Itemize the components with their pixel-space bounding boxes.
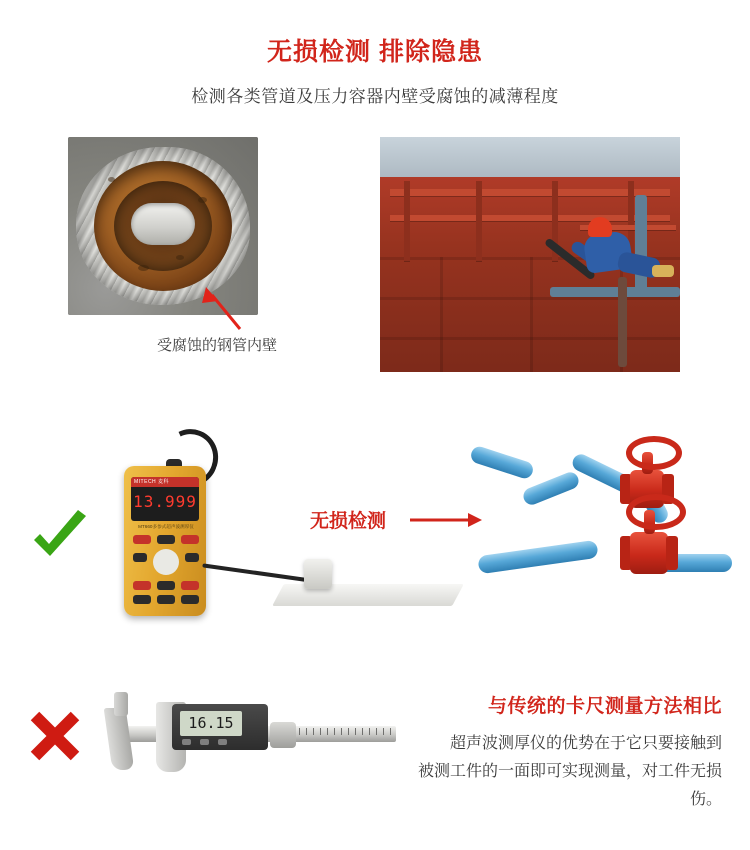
caliper-thumb-roller[interactable] bbox=[270, 722, 296, 748]
pipe-valve-illustration bbox=[470, 436, 732, 621]
device-model-label: MT660多参式超声波测厚仪 bbox=[138, 524, 194, 529]
section-ultrasonic-gauge bbox=[0, 401, 750, 651]
pipe-caption: 受腐蚀的钢管内壁 bbox=[156, 337, 277, 354]
key-right[interactable] bbox=[157, 595, 175, 604]
blue-pipe-segment bbox=[477, 540, 598, 575]
deck-seam bbox=[440, 257, 443, 372]
rust-speck bbox=[198, 197, 207, 203]
caliper-button-mode[interactable] bbox=[200, 739, 209, 745]
caliper-button-onoff[interactable] bbox=[218, 739, 227, 745]
blue-pipe-segment bbox=[469, 445, 535, 481]
thickness-gauge-device bbox=[118, 421, 298, 636]
key-on[interactable] bbox=[133, 535, 151, 544]
rust-speck bbox=[108, 177, 115, 182]
key-up[interactable] bbox=[133, 581, 151, 590]
page-header bbox=[0, 0, 750, 107]
worker-helmet-icon bbox=[588, 217, 612, 237]
key-menu[interactable] bbox=[133, 553, 147, 562]
valve-flange bbox=[666, 536, 678, 570]
screen-reading: 13.999 bbox=[133, 492, 197, 511]
section-caliper-comparison bbox=[0, 669, 750, 829]
pipe-bore bbox=[131, 203, 195, 245]
key-navigation-pad[interactable] bbox=[153, 549, 179, 575]
vertical-pipe bbox=[635, 195, 647, 295]
section-corrosion bbox=[0, 137, 750, 387]
digital-caliper bbox=[100, 684, 400, 794]
pointer-arrow-icon bbox=[200, 287, 246, 333]
shipyard-photo bbox=[380, 137, 680, 372]
test-plate bbox=[272, 584, 464, 606]
device-screen bbox=[131, 477, 199, 521]
caliper-button-zero[interactable] bbox=[182, 739, 191, 745]
horizontal-pipe bbox=[550, 287, 680, 297]
screen-brand-label: MITECH 麦科 bbox=[131, 477, 199, 487]
comparison-body-line-2: 被测工件的一面即可实现测量，对工件无损伤。 bbox=[417, 763, 722, 808]
valve-handwheel-upper bbox=[626, 436, 682, 470]
key-down[interactable] bbox=[181, 581, 199, 590]
key-left[interactable] bbox=[133, 595, 151, 604]
key-func[interactable] bbox=[181, 595, 199, 604]
rust-speck bbox=[176, 255, 184, 260]
device-keypad[interactable] bbox=[131, 533, 201, 609]
hose bbox=[618, 277, 627, 367]
worker-boot bbox=[652, 265, 674, 277]
caliper-fixed-jaw bbox=[104, 708, 135, 770]
deck-seam bbox=[530, 257, 533, 372]
probe-sensor bbox=[304, 559, 332, 589]
probe-lead-cable bbox=[202, 563, 311, 582]
key-zero[interactable] bbox=[157, 535, 175, 544]
valve-body-lower bbox=[630, 532, 668, 574]
caliper-lcd-reading: 16.15 bbox=[180, 711, 242, 736]
page-title: 无损检测 排除隐患 bbox=[267, 38, 483, 66]
scaffold-post bbox=[476, 181, 482, 261]
key-cal[interactable] bbox=[181, 535, 199, 544]
ndt-label: 无损检测 bbox=[310, 511, 387, 532]
cross-icon bbox=[28, 709, 82, 763]
key-ok[interactable] bbox=[157, 581, 175, 590]
page-subtitle: 检测各类管道及压力容器内壁受腐蚀的减薄程度 bbox=[191, 87, 559, 106]
valve-handwheel-lower bbox=[626, 494, 686, 530]
key-esc[interactable] bbox=[185, 553, 199, 562]
caliper-comparison-text bbox=[412, 691, 722, 814]
scaffold-post bbox=[404, 181, 410, 261]
check-icon bbox=[28, 506, 92, 570]
comparison-title: 与传统的卡尺测量方法相比 bbox=[487, 696, 722, 717]
comparison-body-line-1: 超声波测厚仪的优势在于它只要接触到 bbox=[449, 735, 722, 752]
rust-speck bbox=[138, 265, 149, 271]
caliper-upper-jaw bbox=[114, 692, 128, 716]
